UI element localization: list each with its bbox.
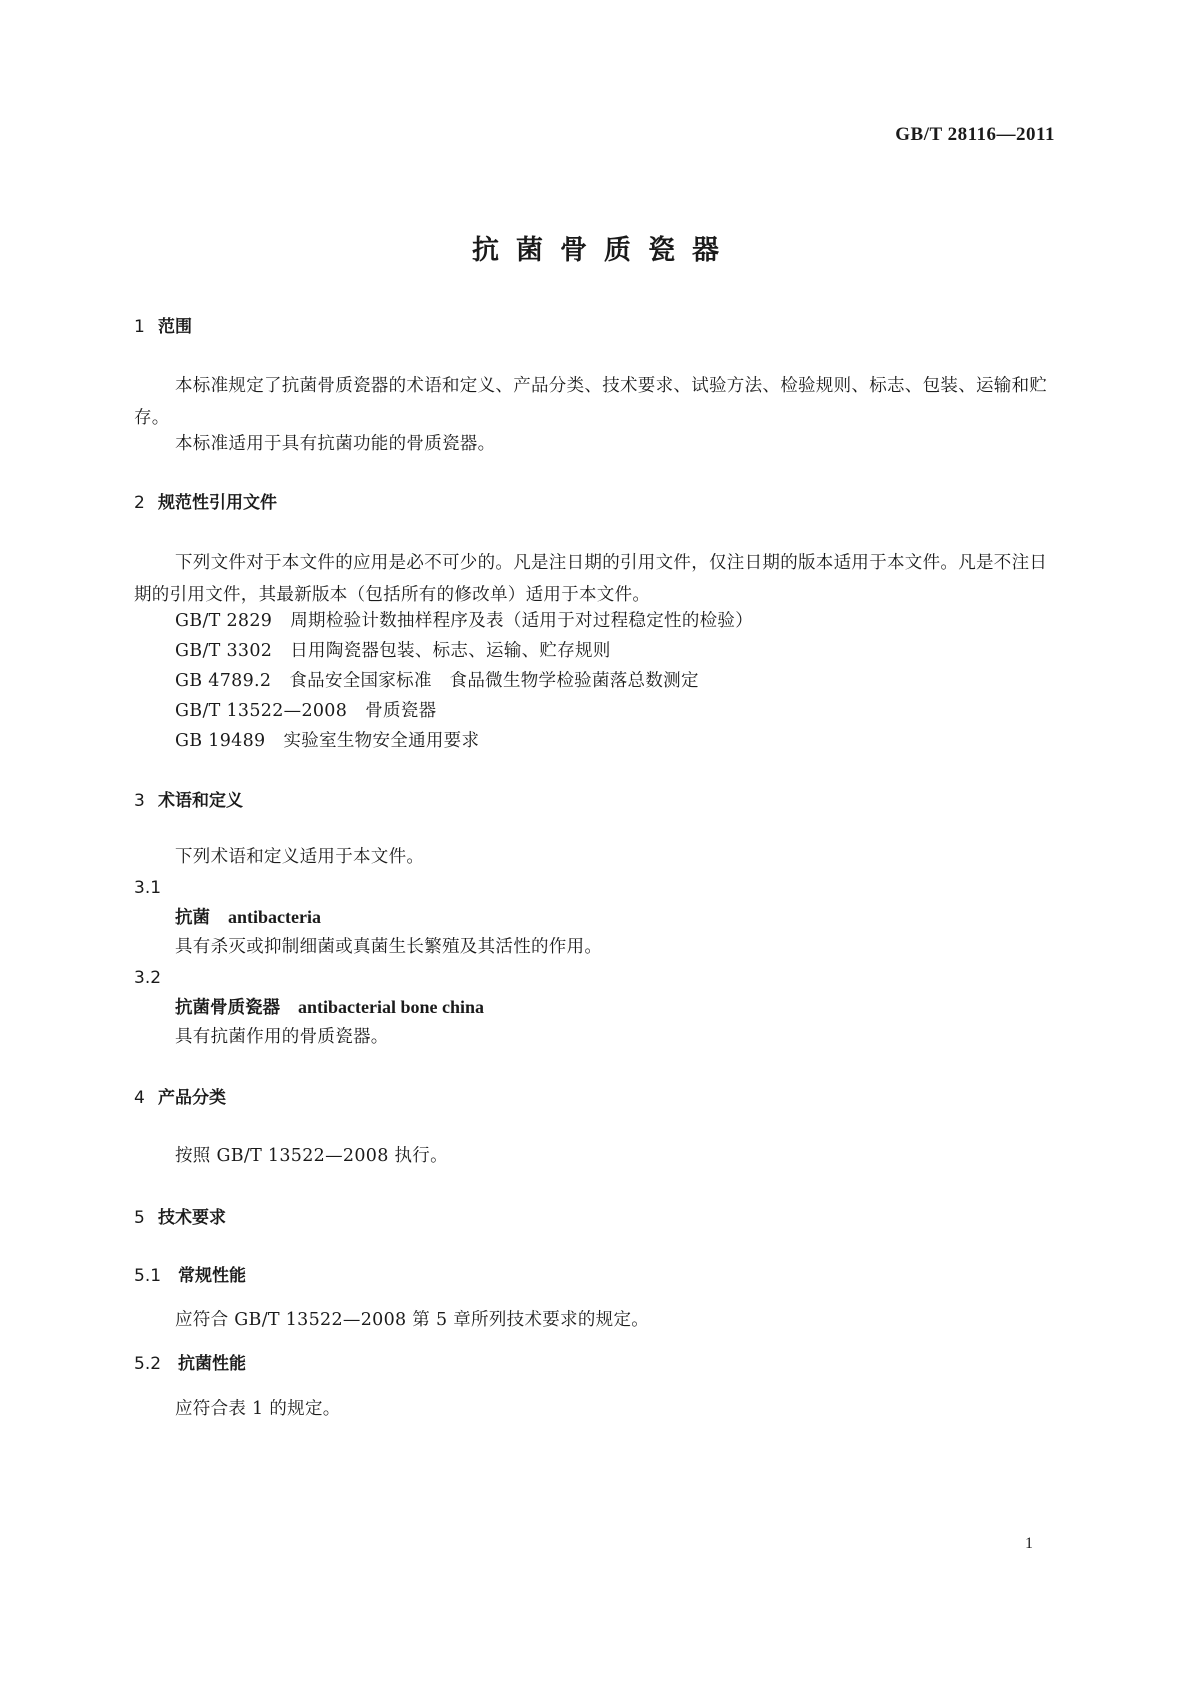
section-number: 5.1 <box>134 1266 162 1286</box>
section-5-2-paragraph: 应符合表 1 的规定。 <box>175 1399 341 1419</box>
section-title: 范围 <box>158 317 192 337</box>
reference-title: 日用陶瓷器包装、标志、运输、贮存规则 <box>290 641 611 661</box>
reference-code: GB/T 3302 <box>175 641 273 661</box>
reference-code: GB/T 13522—2008 <box>175 701 348 721</box>
term-chinese: 抗菌 <box>175 908 210 928</box>
section-title: 技术要求 <box>158 1208 226 1228</box>
section-1-heading <box>134 316 192 338</box>
reference-code: GB 4789.2 <box>175 671 272 691</box>
reference-title: 周期检验计数抽样程序及表（适用于对过程稳定性的检验） <box>290 611 754 631</box>
reference-title: 骨质瓷器 <box>365 701 437 721</box>
section-2-intro: 下列文件对于本文件的应用是必不可少的。凡是注日期的引用文件，仅注日期的版本适用于本文件。凡是不注日期的引用文件，其最新版本（包括所有的修改单）适用于本文件。 <box>134 553 1048 605</box>
section-3-intro: 下列术语和定义适用于本文件。 <box>175 847 425 867</box>
section-1-paragraph-2: 本标准适用于具有抗菌功能的骨质瓷器。 <box>175 434 496 454</box>
section-4-paragraph: 按照 GB/T 13522—2008 执行。 <box>175 1146 448 1166</box>
section-title: 规范性引用文件 <box>158 493 277 513</box>
standard-code: GB/T 28116—2011 <box>895 124 1055 145</box>
section-title: 抗菌性能 <box>178 1354 246 1374</box>
reference-title: 食品安全国家标准 食品微生物学检验菌落总数测定 <box>289 671 699 691</box>
reference-item <box>175 700 436 722</box>
document-title: 抗菌骨质瓷器 <box>472 235 736 266</box>
section-3-heading <box>134 790 243 812</box>
section-title: 常规性能 <box>178 1266 246 1286</box>
section-4-heading <box>134 1087 226 1109</box>
section-number: 5 <box>134 1208 145 1228</box>
section-2-heading <box>134 492 277 514</box>
section-number: 1 <box>134 317 145 337</box>
section-1-paragraph-1: 本标准规定了抗菌骨质瓷器的术语和定义、产品分类、技术要求、试验方法、检验规则、标志、包装、运输和贮存。 <box>134 376 1048 428</box>
reference-code: GB/T 2829 <box>175 611 273 631</box>
section-title: 术语和定义 <box>158 791 243 811</box>
reference-item <box>175 610 753 632</box>
section-5-1-paragraph: 应符合 GB/T 13522—2008 第 5 章所列技术要求的规定。 <box>175 1310 650 1330</box>
term-number: 3.2 <box>134 968 162 988</box>
term-definition: 具有抗菌作用的骨质瓷器。 <box>175 1027 389 1047</box>
term-english: antibacterial bone china <box>298 997 485 1017</box>
term-english: antibacteria <box>228 907 321 927</box>
term-heading <box>175 906 321 929</box>
section-title: 产品分类 <box>158 1088 226 1108</box>
section-5-1-heading <box>134 1265 246 1287</box>
section-number: 2 <box>134 493 145 513</box>
reference-item <box>175 730 479 752</box>
term-definition: 具有杀灭或抑制细菌或真菌生长繁殖及其活性的作用。 <box>175 937 603 957</box>
reference-item <box>175 640 611 662</box>
reference-code: GB 19489 <box>175 731 266 751</box>
page-number: 1 <box>1025 1535 1033 1552</box>
reference-item <box>175 670 699 692</box>
section-number: 3 <box>134 791 145 811</box>
section-number: 4 <box>134 1088 145 1108</box>
section-number: 5.2 <box>134 1354 162 1374</box>
term-heading <box>175 996 484 1019</box>
term-number: 3.1 <box>134 878 162 898</box>
section-5-2-heading <box>134 1353 246 1375</box>
section-5-heading <box>134 1207 226 1229</box>
term-chinese: 抗菌骨质瓷器 <box>175 998 280 1018</box>
reference-title: 实验室生物安全通用要求 <box>283 731 480 751</box>
